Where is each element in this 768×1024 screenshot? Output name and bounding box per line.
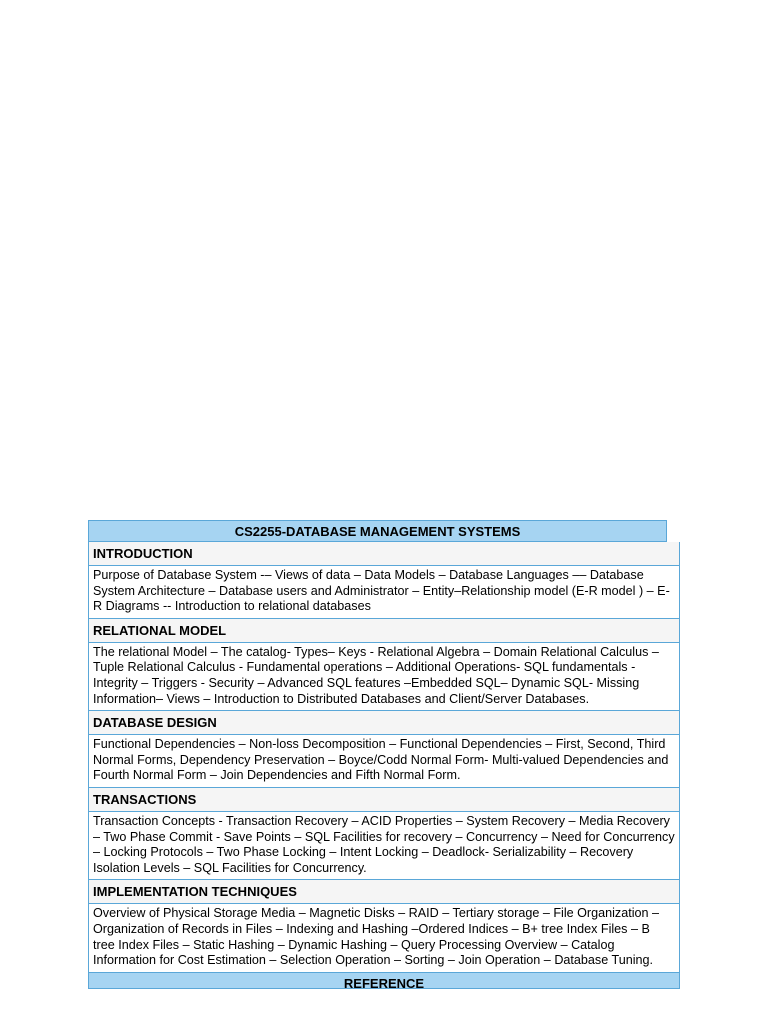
section-heading: TRANSACTIONS: [89, 788, 679, 812]
section-database-design: [88, 711, 680, 788]
section-body: Transaction Concepts - Transaction Recovery – ACID Properties – System Recovery – Media Recovery – Two Phase Commit - Save Points – SQL Facilities for recovery – Concurrency – Need for Concurrency – Locking Protocols – Two Phase Locking – Intent Locking – Deadlock- Serializability – Recovery Isolation Levels – SQL Facilities for Concurrency.: [93, 813, 675, 875]
section-heading: RELATIONAL MODEL: [89, 619, 679, 643]
section-body: Purpose of Database System -– Views of data – Data Models – Database Languages –– Database System Architecture – Database users and Administrator – Entity–Relationship model (E-R model ) – E-R Diagrams -- Introduction to relational databases: [93, 568, 670, 614]
section-heading: DATABASE DESIGN: [89, 711, 679, 735]
section-implementation-techniques: [88, 880, 680, 972]
syllabus-table: [88, 520, 680, 989]
section-introduction: [88, 542, 680, 619]
section-heading: INTRODUCTION: [89, 542, 679, 566]
section-body: Overview of Physical Storage Media – Magnetic Disks – RAID – Tertiary storage – File Organization – Organization of Records in Files – Indexing and Hashing –Ordered Indices – B+ tree Index Files – B tree Index Files – Static Hashing – Dynamic Hashing – Query Processing Overview – Catalog Information for Cost Estimation – Selection Operation – Sorting – Join Operation – Database Tuning.: [93, 906, 660, 968]
document-title: CS2255-DATABASE MANAGEMENT SYSTEMS: [88, 520, 667, 542]
section-heading: IMPLEMENTATION TECHNIQUES: [89, 880, 679, 904]
section-body: The relational Model – The catalog- Types– Keys - Relational Algebra – Domain Relational Calculus – Tuple Relational Calculus - Fundamental operations – Additional Operations- SQL fundamentals - Integrity – Triggers - Security – Advanced SQL features –Embedded SQL– Dynamic SQL- Missing Information– Views – Introduction to Distributed Databases and Client/Server Databases.: [93, 644, 659, 706]
section-relational-model: [88, 619, 680, 711]
section-body: Functional Dependencies – Non-loss Decomposition – Functional Dependencies – First, Second, Third Normal Forms, Dependency Preservation – Boyce/Codd Normal Form- Multi-valued Dependencies and Fourth Normal Form – Join Dependencies and Fifth Normal Form.: [93, 737, 669, 783]
section-transactions: [88, 788, 680, 880]
reference-heading: REFERENCE: [88, 973, 680, 989]
